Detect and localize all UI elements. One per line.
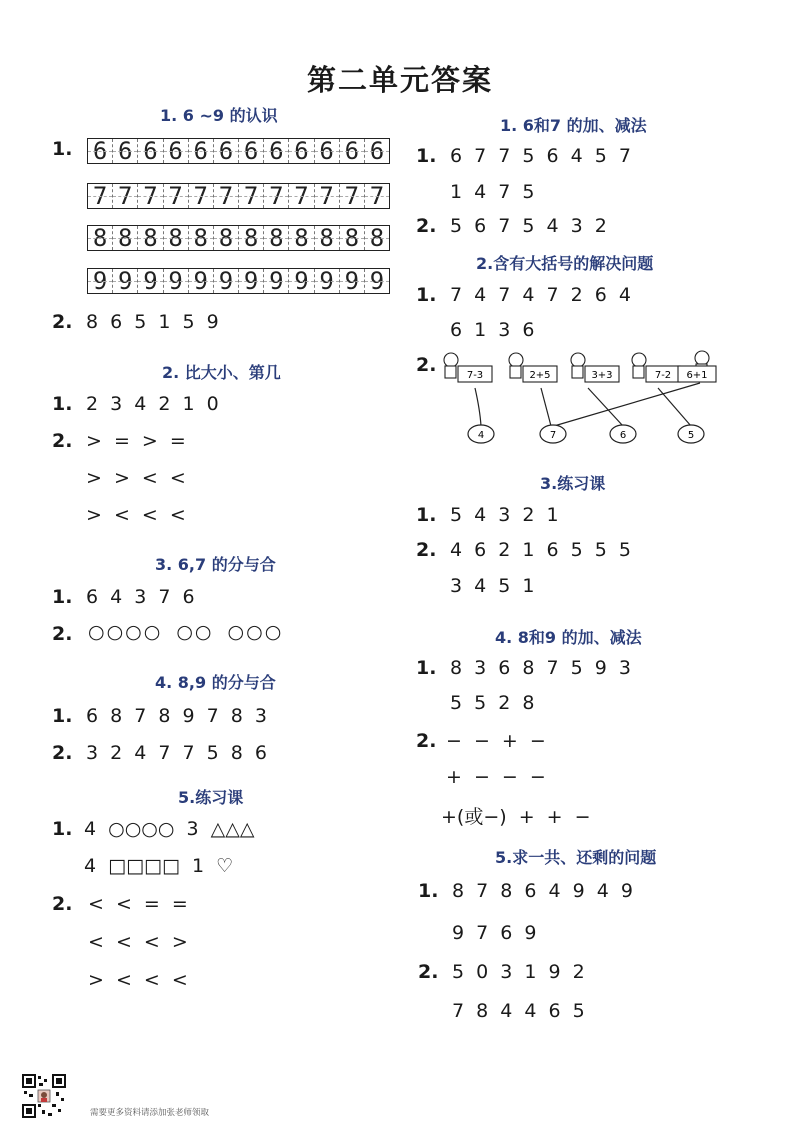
bear-card-1: [444, 353, 492, 382]
answer-line: 5 6 7 5 4 3 2: [450, 215, 607, 237]
bear-body: [445, 366, 456, 378]
grid-cell: 7: [365, 184, 389, 208]
bear-body: [633, 366, 644, 378]
grid-cell: 7: [239, 184, 264, 208]
section-heading: 3. 6,7 的分与合: [155, 555, 276, 574]
match-line: [475, 388, 481, 426]
grid-cell: 8: [189, 226, 214, 250]
bear-icon: [695, 351, 709, 365]
grid-cell: 9: [138, 269, 163, 293]
question-number: 2.: [52, 742, 73, 764]
grid-cell: 6: [164, 139, 189, 163]
grid-cell: 7: [88, 184, 113, 208]
answer-line: 5 0 3 1 9 2: [452, 961, 585, 983]
grid-cell: 8: [88, 226, 113, 250]
pot-1: [468, 425, 494, 443]
question-number: 1.: [416, 504, 437, 526]
question-number: 2.: [52, 623, 73, 645]
grid-cell: 8: [315, 226, 340, 250]
grid-cell: 7: [289, 184, 314, 208]
grid-cell: 6: [239, 139, 264, 163]
grid-cell: 7: [315, 184, 340, 208]
section-heading: 5.练习课: [178, 788, 244, 807]
question-number: 2.: [416, 215, 437, 237]
grid-cell: 6: [113, 139, 138, 163]
bear-card-5: [678, 351, 716, 382]
answer-line: 9 7 6 9: [452, 922, 537, 944]
pot-3: [610, 425, 636, 443]
bear-card-2: [509, 353, 557, 382]
grid-cell: 9: [365, 269, 389, 293]
grid-cell: 6: [340, 139, 365, 163]
grid-cell: 9: [289, 269, 314, 293]
question-number: 1.: [52, 586, 73, 608]
bear-icon: [509, 353, 523, 367]
matching-diagram: [438, 348, 718, 448]
question-number: 2.: [52, 893, 73, 915]
match-line: [541, 388, 551, 426]
writing-grid-9: [87, 268, 390, 294]
grid-cell: 9: [214, 269, 239, 293]
question-number: 2.: [416, 730, 437, 752]
answer-line: < < = =: [88, 893, 188, 915]
answer-line: 2 3 4 2 1 0: [86, 393, 219, 415]
question-number: 2.: [416, 354, 437, 376]
pot-4: [678, 425, 704, 443]
bear-card-3: [571, 353, 619, 382]
section-heading: 4. 8和9 的加、减法: [495, 628, 642, 647]
grid-cell: 6: [264, 139, 289, 163]
answer-line: > < < <: [88, 969, 188, 991]
section-heading: 4. 8,9 的分与合: [155, 673, 276, 692]
grid-cell: 6: [315, 139, 340, 163]
grid-cell: 8: [214, 226, 239, 250]
writing-grid-6: [87, 138, 390, 164]
answer-line: 6 4 3 7 6: [86, 586, 195, 608]
pot-label: 7: [549, 430, 557, 441]
grid-cell: 6: [189, 139, 214, 163]
grid-cell: 8: [264, 226, 289, 250]
grid-cell: 8: [239, 226, 264, 250]
answer-line: 6 7 7 5 6 4 5 7: [450, 145, 631, 167]
pot-label: 5: [687, 430, 695, 441]
grid-cell: 8: [289, 226, 314, 250]
grid-cell: 9: [189, 269, 214, 293]
question-number: 1.: [52, 705, 73, 727]
answer-line: 3 2 4 7 7 5 8 6: [86, 742, 267, 764]
bear-icon: [571, 353, 585, 367]
question-number: 2.: [52, 430, 73, 452]
card-label: 7-3: [466, 370, 484, 381]
question-number: 1.: [416, 284, 437, 306]
grid-cell: 9: [88, 269, 113, 293]
answer-line: 3 4 5 1: [450, 575, 535, 597]
writing-grid-8: [87, 225, 390, 251]
grid-cell: 7: [340, 184, 365, 208]
qr-code-icon: [22, 1074, 66, 1118]
grid-cell: 6: [289, 139, 314, 163]
section-heading: 2.含有大括号的解决问题: [476, 254, 654, 273]
question-number: 1.: [418, 880, 439, 902]
answer-line: 1 4 7 5: [450, 181, 535, 203]
card-label: 2+5: [529, 370, 551, 381]
grid-cell: 9: [264, 269, 289, 293]
answer-line: 4 ○○○○ 3 △△△: [84, 818, 255, 840]
grid-cell: 7: [214, 184, 239, 208]
question-number: 2.: [418, 961, 439, 983]
answer-line: 6 8 7 8 9 7 8 3: [86, 705, 267, 727]
answer-line: + − − −: [446, 766, 546, 788]
answer-line: > < < <: [86, 504, 186, 526]
grid-cell: 9: [315, 269, 340, 293]
answer-line: 7 4 7 4 7 2 6 4: [450, 284, 631, 306]
grid-cell: 6: [88, 139, 113, 163]
pot-2: [540, 425, 566, 443]
answer-line: 7 8 4 4 6 5: [452, 1000, 585, 1022]
grid-cell: 9: [113, 269, 138, 293]
card-label: 6+1: [686, 370, 708, 381]
pot-label: 6: [619, 430, 627, 441]
grid-cell: 9: [340, 269, 365, 293]
section-heading: 1. 6 ~9 的认识: [160, 106, 278, 125]
bear-card-4: [632, 353, 680, 382]
answer-line: ○○○○ ○○ ○○○: [88, 621, 284, 643]
answer-line: 8 7 8 6 4 9 4 9: [452, 880, 633, 902]
answer-line: − − + −: [446, 730, 546, 752]
answer-line: > > < <: [86, 467, 186, 489]
card-label: 7-2: [654, 370, 672, 381]
grid-cell: 6: [365, 139, 389, 163]
question-number: 1.: [416, 657, 437, 679]
section-heading: 5.求一共、还剩的问题: [495, 848, 657, 867]
question-number: 1.: [52, 138, 73, 160]
writing-grid-7: [87, 183, 390, 209]
grid-cell: 9: [239, 269, 264, 293]
bear-body: [510, 366, 521, 378]
grid-cell: 6: [138, 139, 163, 163]
grid-cell: 7: [189, 184, 214, 208]
bear-icon: [632, 353, 646, 367]
answer-line: 8 3 6 8 7 5 9 3: [450, 657, 631, 679]
grid-cell: 8: [164, 226, 189, 250]
match-line: [554, 383, 700, 426]
question-number: 2.: [52, 311, 73, 333]
answer-line: 8 6 5 1 5 9: [86, 311, 219, 333]
answer-line: 4 □□□□ 1 ♡: [84, 855, 234, 877]
answer-line: > = > =: [86, 430, 186, 452]
question-number: 1.: [52, 818, 73, 840]
answer-line: 4 6 2 1 6 5 5 5: [450, 539, 631, 561]
grid-cell: 7: [113, 184, 138, 208]
question-number: 1.: [416, 145, 437, 167]
question-number: 2.: [416, 539, 437, 561]
grid-cell: 8: [340, 226, 365, 250]
grid-cell: 8: [138, 226, 163, 250]
answer-line: 5 5 2 8: [450, 692, 535, 714]
answer-line: 5 4 3 2 1: [450, 504, 559, 526]
answer-line: 6 1 3 6: [450, 319, 535, 341]
page-title: 第二单元答案: [306, 63, 493, 97]
bear-body: [572, 366, 583, 378]
answer-line: +(或−) + + −: [441, 806, 591, 828]
answer-line: < < < >: [88, 931, 188, 953]
grid-cell: 8: [113, 226, 138, 250]
question-number: 1.: [52, 393, 73, 415]
grid-cell: 7: [164, 184, 189, 208]
card-label: 3+3: [591, 370, 613, 381]
section-heading: 2. 比大小、第几: [162, 363, 281, 382]
section-heading: 3.练习课: [540, 474, 606, 493]
footer-note: 需要更多资料请添加张老师领取: [90, 1108, 210, 1118]
section-heading: 1. 6和7 的加、减法: [500, 116, 647, 135]
grid-cell: 6: [214, 139, 239, 163]
grid-cell: 8: [365, 226, 389, 250]
grid-cell: 9: [164, 269, 189, 293]
pot-label: 4: [477, 430, 485, 441]
grid-cell: 7: [138, 184, 163, 208]
grid-cell: 7: [264, 184, 289, 208]
bear-icon: [444, 353, 458, 367]
